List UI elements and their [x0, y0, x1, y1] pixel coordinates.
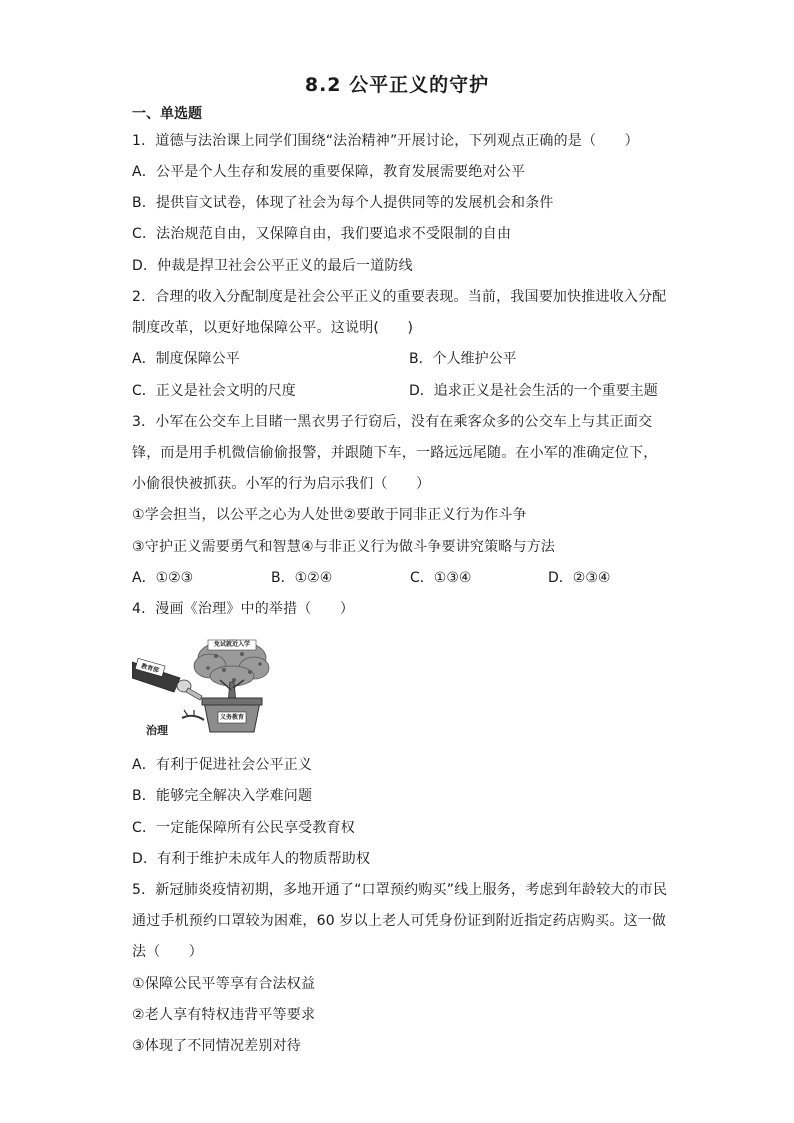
section-heading: 一、单选题 — [132, 106, 202, 122]
question-1-option-d: D．仲裁是捍卫社会公平正义的最后一道防线 — [132, 258, 413, 274]
question-3-statements-1: ①学会担当，以公平之心为人处世②要敢于同非正义行为作斗争 — [132, 507, 527, 523]
cartoon-sign-text: 免试就近入学 — [213, 641, 250, 648]
question-4-stem: 4．漫画《治理》中的举措（ ） — [132, 601, 355, 617]
question-5-statement-3: ③体现了不同情况差别对待 — [132, 1038, 301, 1054]
question-1-stem: 1．道德与法治课上同学们围绕“法治精神”开展讨论，下列观点正确的是（ ） — [132, 133, 639, 149]
question-1-option-a: A．公平是个人生存和发展的重要保障，教育发展需要绝对公平 — [132, 164, 526, 180]
question-4-option-c: C．一定能保障所有公民享受教育权 — [132, 820, 355, 836]
question-3-statements-2: ③守护正义需要勇气和智慧④与非正义行为做斗争要讲究策略与方法 — [132, 539, 556, 555]
question-3-stem-line-1: 3．小军在公交车上目睹一黑衣男子行窃后，没有在乘客众多的公交车上与其正面交 — [132, 414, 653, 430]
cartoon-caption: 治理 — [146, 724, 168, 737]
question-5-stem-line-2: 通过手机预约口罩较为困难，60 岁以上老人可凭身份证到附近指定药店购买。这一做 — [132, 913, 667, 929]
question-1-option-c: C．法治规范自由，又保障自由，我们要追求不受限制的自由 — [132, 226, 512, 242]
question-3-stem-line-2: 锋，而是用手机微信偷偷报警，并跟随下车，一路远远尾随。在小军的准确定位下， — [132, 445, 658, 461]
question-2-stem-line-2: 制度改革，以更好地保障公平。这说明( ) — [132, 320, 414, 336]
question-2-option-c: C．正义是社会文明的尺度 — [132, 383, 296, 399]
question-3-option-d: D．②③④ — [548, 570, 611, 586]
question-1-option-b: B．提供盲文试卷，体现了社会为每个人提供同等的发展机会和条件 — [132, 195, 554, 211]
question-3-option-a: A．①②③ — [132, 570, 194, 586]
question-3-stem-line-3: 小偷很快被抓获。小军的行为启示我们（ ） — [132, 476, 431, 492]
question-4-option-d: D．有利于维护未成年人的物质帮助权 — [132, 851, 371, 867]
question-4-option-b: B．能够完全解决入学难问题 — [132, 788, 313, 804]
question-3-option-b: B．①②④ — [271, 570, 333, 586]
cartoon-sleeve-label: 教育部 — [140, 662, 160, 675]
question-5-stem-line-1: 5．新冠肺炎疫情初期，多地开通了“口罩预约购买”线上服务，考虑到年龄较大的市民 — [132, 882, 668, 898]
page-title: 8.2 公平正义的守护 — [304, 74, 490, 96]
question-2-option-a: A．制度保障公平 — [132, 351, 240, 367]
cartoon-pot-label: 义务教育 — [219, 714, 244, 721]
question-4-option-a: A．有利于促进社会公平正义 — [132, 757, 313, 773]
question-2-option-d: D．追求正义是社会生活的一个重要主题 — [409, 383, 658, 399]
question-2-stem-line-1: 2．合理的收入分配制度是社会公平正义的重要表现。当前，我国要加快推进收入分配 — [132, 289, 667, 305]
question-5-stem-line-3: 法（ ） — [132, 944, 203, 960]
question-2-option-b: B．个人维护公平 — [409, 351, 517, 367]
question-5-statement-2: ②老人享有特权违背平等要求 — [132, 1007, 316, 1023]
question-5-statement-1: ①保障公民平等享有合法权益 — [132, 976, 316, 992]
question-3-option-c: C．①③④ — [410, 570, 472, 586]
